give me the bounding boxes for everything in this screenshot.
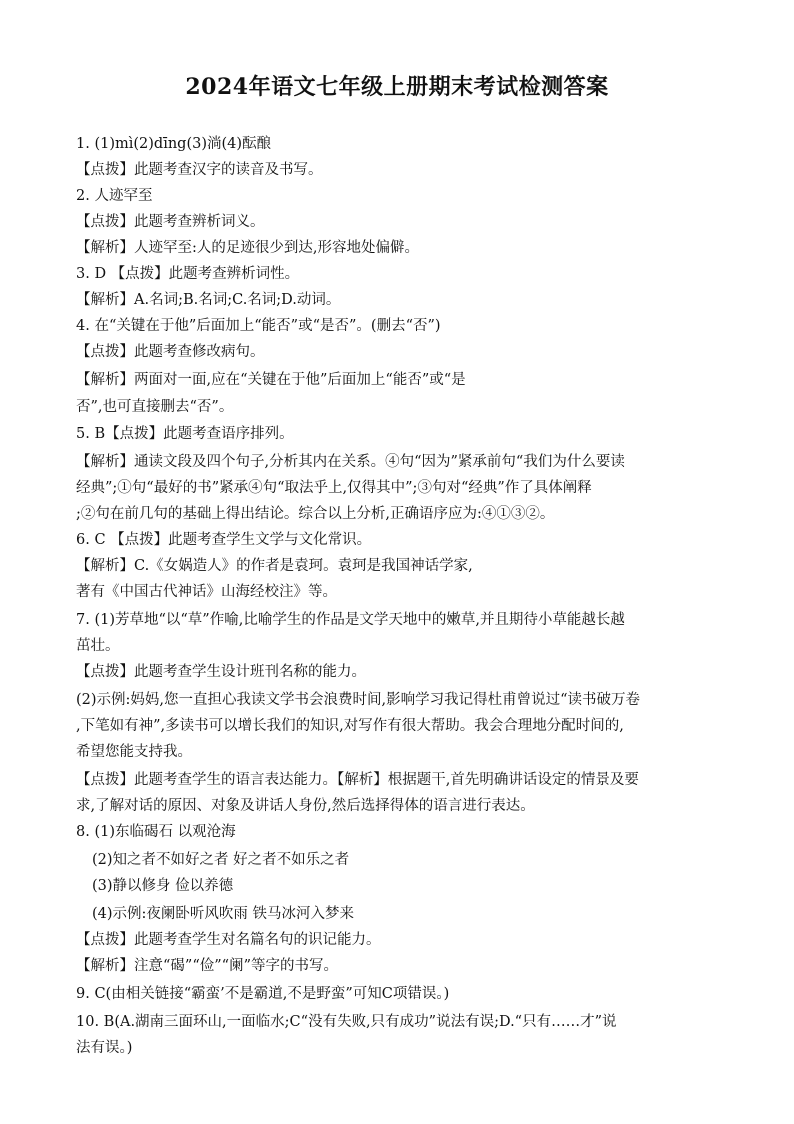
answer-line-14: 经典”;①句“最好的书”紧承④句“取法乎上,仅得其中”;③句对“经典”作了具体阐释 [76, 480, 592, 496]
document-title: 2024年语文七年级上册期末考试检测答案 [185, 74, 609, 100]
answer-line-28: (2)知之者不如好之者 好之者不如乐之者 [92, 852, 350, 868]
answer-line-23: ,下笔如有神”,多读书可以增长我们的知识,对写作有很大帮助。我会合理地分配时间的, [76, 718, 624, 734]
answer-line-33: 9. C(由相关链接“霸蛮’不是霸道,不是野蛮”可知C项错误。) [76, 986, 450, 1002]
answer-line-6: 3. D 【点拨】此题考查辨析词性。 [76, 266, 300, 282]
answer-line-15: ;②句在前几句的基础上得出结论。综合以上分析,正确语序应为:④①③②。 [76, 506, 555, 522]
answer-line-30: (4)示例:夜阑卧听风吹雨 铁马冰河入梦来 [92, 906, 355, 922]
answer-line-19: 7. (1)芳草地“以“草”作喻,比喻学生的作品是文学天地中的嫩草,并且期待小草能越长越 [76, 612, 625, 628]
answer-line-34: 10. B(A.湖南三面环山,一面临水;C“没有失败,只有成功”说法有误;D.“只有……才”说 [76, 1014, 617, 1030]
answer-line-12: 5. B【点拨】此题考查语序排列。 [76, 426, 294, 442]
answer-line-25: 【点拨】此题考查学生的语言表达能力。【解析】根据题干,首先明确讲话设定的情景及要 [76, 772, 639, 788]
answer-line-5: 【解析】人迹罕至:人的足迹很少到达,形容地处偏僻。 [76, 240, 419, 256]
answer-line-21: 【点拨】此题考查学生设计班刊名称的能力。 [76, 664, 366, 680]
answer-line-1: 1. (1)mì(2)dīng(3)淌(4)酝酿 [76, 136, 272, 152]
answer-line-13: 【解析】通读文段及四个句子,分析其内在关系。④句“因为”紧承前句“我们为什么要读 [76, 454, 625, 470]
answer-line-35: 法有误。) [76, 1040, 133, 1056]
answer-line-2: 【点拨】此题考查汉字的读音及书写。 [76, 162, 323, 178]
answer-line-10: 【解析】两面对一面,应在“关键在于他”后面加上“能否”或“是 [76, 372, 466, 388]
answer-line-27: 8. (1)东临碣石 以观沧海 [76, 824, 236, 840]
answer-line-7: 【解析】A.名词;B.名词;C.名词;D.动词。 [76, 292, 341, 308]
answer-line-29: (3)静以修身 俭以养德 [92, 878, 234, 894]
answer-line-22: (2)示例:妈妈,您一直担心我读文学书会浪费时间,影响学习我记得杜甫曾说过“读书破万卷 [76, 692, 641, 708]
answer-line-24: 希望您能支持我。 [76, 744, 192, 760]
answer-line-18: 著有《中国古代神话》山海经校注》等。 [76, 584, 337, 600]
answer-line-8: 4. 在“关键在于他”后面加上“能否”或“是否”。(删去“否”) [76, 318, 441, 334]
answer-line-32: 【解析】注意“碣”“俭”“阑”等字的书写。 [76, 958, 338, 974]
answer-line-11: 否”,也可直接删去“否”。 [76, 399, 234, 415]
answer-line-16: 6. C 【点拨】此题考查学生文学与文化常识。 [76, 532, 372, 548]
answer-line-4: 【点拨】此题考查辨析词义。 [76, 214, 265, 230]
answer-line-9: 【点拨】此题考查修改病句。 [76, 344, 265, 360]
answer-line-17: 【解析】C.《女娲造人》的作者是袁珂。袁珂是我国神话学家, [76, 558, 473, 574]
answer-line-31: 【点拨】此题考查学生对名篇名句的识记能力。 [76, 932, 381, 948]
answer-line-3: 2. 人迹罕至 [76, 188, 153, 204]
answer-line-20: 茁壮。 [76, 638, 120, 654]
answer-line-26: 求,了解对话的原因、对象及讲话人身份,然后选择得体的语言进行表达。 [76, 798, 535, 814]
